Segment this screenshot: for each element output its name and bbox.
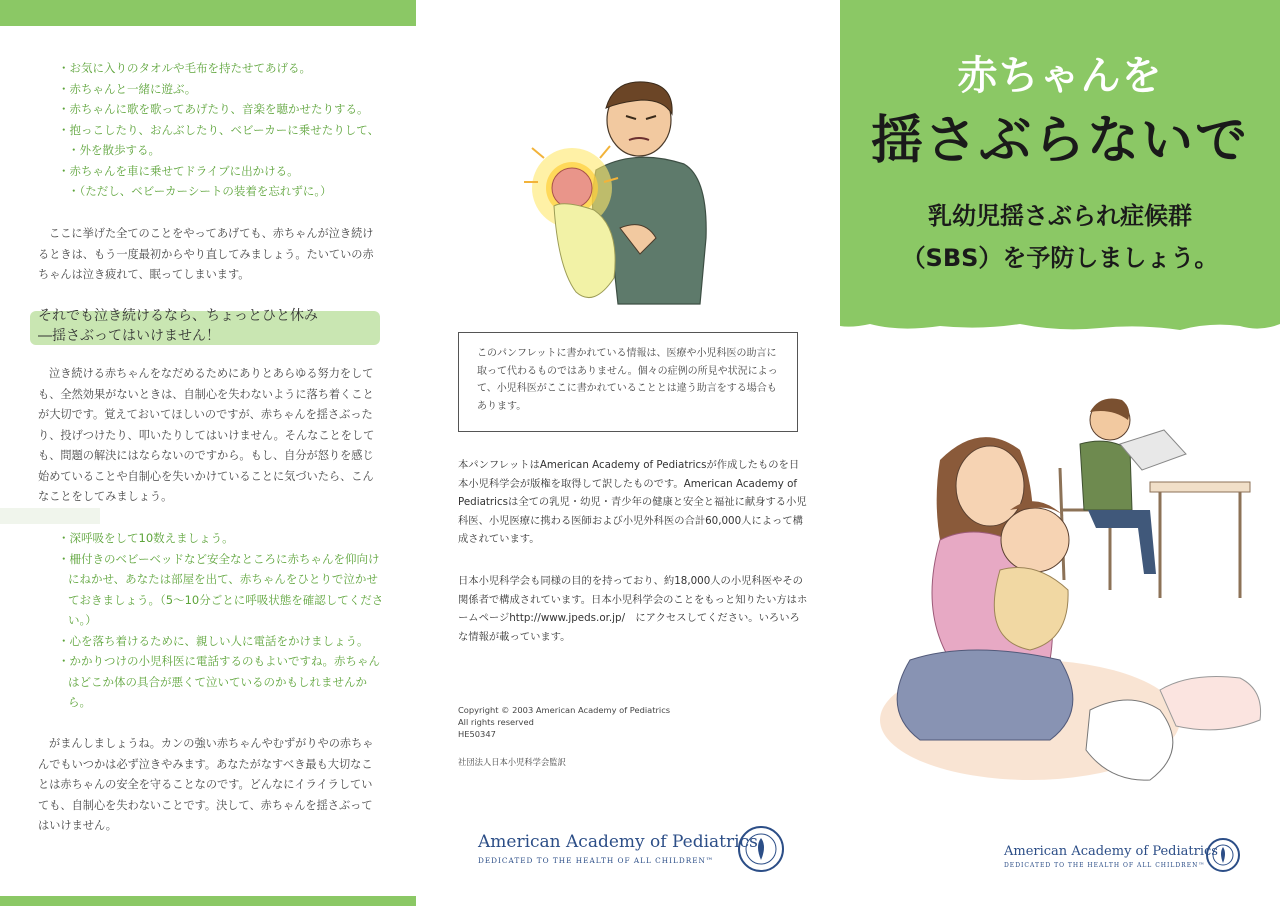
- list-item: ・ 赤ちゃんと一緒に遊ぶ。: [58, 79, 398, 100]
- paragraph-stay-calm: 泣き続ける赤ちゃんをなだめるためにありとあらゆる努力をしても、全然効果がないときは、自制心を失わないように落ち着くことが大切です。覚えておいてほしいのですが、赤ちゃんを揺さぶったり、投げつけたり、叩いたりしてはいけません。そんなことをしても、問題の解決にはならないのですから。もし、自分が怒りを感じ始めていることや自制心を失いかけていることに気づいたら、こんなことをしてみましょう。: [38, 367, 375, 503]
- list-item: ・ 赤ちゃんに歌を歌ってあげたり、音楽を聴かせたりする。: [58, 99, 398, 120]
- disclaimer-text: このパンフレットに書かれている情報は、医療や小児科医の助言に取って代わるものではありません。個々の症例の所見や状況によって、小児科医がここに書かれていることとは違う助言をする場合もあります。: [477, 348, 778, 412]
- about-aap-paragraph: 本パンフレットはAmerican Academy of Pediatricsが作成したものを日本小児科学会が版権を取得して訳したものです。American Academy of Pediatricsは全ての乳児・幼児・青少年の健康と安全と福祉に献身する小児科医、小児医療に携わる医師および小児外科医の合計60,000人によって構成されています。: [458, 459, 807, 545]
- list-item: ・ かかりつけの小児科医に電話するのもよいですね。赤ちゃんはどこか体の具合が悪くて泣いているのかもしれませんから。: [58, 651, 388, 713]
- soothing-tips-list: [58, 58, 398, 202]
- disclaimer-box: [458, 332, 798, 432]
- top-green-bar: [0, 0, 416, 26]
- copyright-block: Copyright © 2003 American Academy of Pediatrics All rights reserved HE50347: [458, 705, 671, 739]
- cover-subtitle-line2: （SBS）を予防しましょう。: [901, 244, 1219, 272]
- shaking-man-illustration: [524, 78, 724, 310]
- list-item: ・ 抱っこしたり、おんぶしたり、ベビーカーに乗せたりして、: [58, 120, 398, 141]
- brush-edge: [840, 318, 1280, 334]
- aap-logo-right: American Academy of Pediatrics DEDICATED TO THE HEALTH OF ALL CHILDREN™: [1004, 844, 1218, 869]
- supervision-credit: 社団法人日本小児科学会監訳: [458, 757, 566, 767]
- faint-margin-mark: [0, 508, 100, 524]
- cover-title-block: [840, 0, 1280, 320]
- aap-logo-middle: American Academy of Pediatrics DEDICATED TO THE HEALTH OF ALL CHILDREN™: [478, 832, 758, 865]
- list-item: ・ 深呼吸をして10数えましょう。: [58, 528, 388, 549]
- middle-panel: [416, 0, 840, 906]
- list-item-continuation: ・ （ただし、ベビーカーシートの装着を忘れずに。）: [58, 181, 398, 202]
- list-item: ・ 赤ちゃんを車に乗せてドライブに出かける。: [58, 161, 398, 182]
- list-item: ・ お気に入りのタオルや毛布を持たせてあげる。: [58, 58, 398, 79]
- list-item: ・ 心を落ち着けるために、親しい人に電話をかけましょう。: [58, 631, 388, 652]
- right-panel-cover: [840, 0, 1280, 906]
- paragraph-be-patient: がまんしましょうね。カンの強い赤ちゃんやむずがりやの赤ちゃんでもいつかは必ず泣きやみます。あなたがなすべき最も大切なことは赤ちゃんの安全を守ることなのです。どんなにイライラしていても、自制心を失わないことです。決して、赤ちゃんを揺さぶってはいけません。: [38, 737, 374, 832]
- aap-seal-icon: [1206, 838, 1240, 872]
- calming-steps-list: [58, 528, 388, 713]
- paragraph-restart: ここに挙げた全てのことをやってあげても、赤ちゃんが泣き続けるときは、もう一度最初からやり直してみましょう。たいていの赤ちゃんは泣き疲れて、眠ってしまいます。: [38, 227, 374, 281]
- bottom-green-bar: [0, 896, 416, 906]
- about-jps-paragraph: 日本小児科学会も同様の目的を持っており、約18,000人の小児科医やその関係者で構成されています。日本小児科学会のことをもっと知りたい方はホームページhttp://www.jpeds.or.jp/ にアクセスしてください。いろいろな情報が載っています。: [458, 575, 808, 643]
- comforting-mother-illustration: [860, 390, 1280, 810]
- list-item-continuation: ・ 外を散歩する。: [58, 140, 398, 161]
- left-panel: [0, 0, 416, 906]
- section-heading: それでも泣き続けるなら、ちょっとひと休み ―揺さぶってはいけません！: [38, 306, 383, 346]
- cover-title-line2: 揺さぶらないで: [870, 111, 1249, 171]
- cover-subtitle-line1: 乳幼児揺さぶられ症候群: [928, 202, 1192, 230]
- cover-title-line1: 赤ちゃんを: [957, 53, 1163, 99]
- aap-seal-icon: [738, 826, 784, 872]
- list-item: ・ 柵付きのベビーベッドなど安全なところに赤ちゃんを仰向けにねかせ、あなたは部屋を出て、赤ちゃんをひとりで泣かせておきましょう。（5～10分ごとに呼吸状態を確認してください。）: [58, 549, 388, 631]
